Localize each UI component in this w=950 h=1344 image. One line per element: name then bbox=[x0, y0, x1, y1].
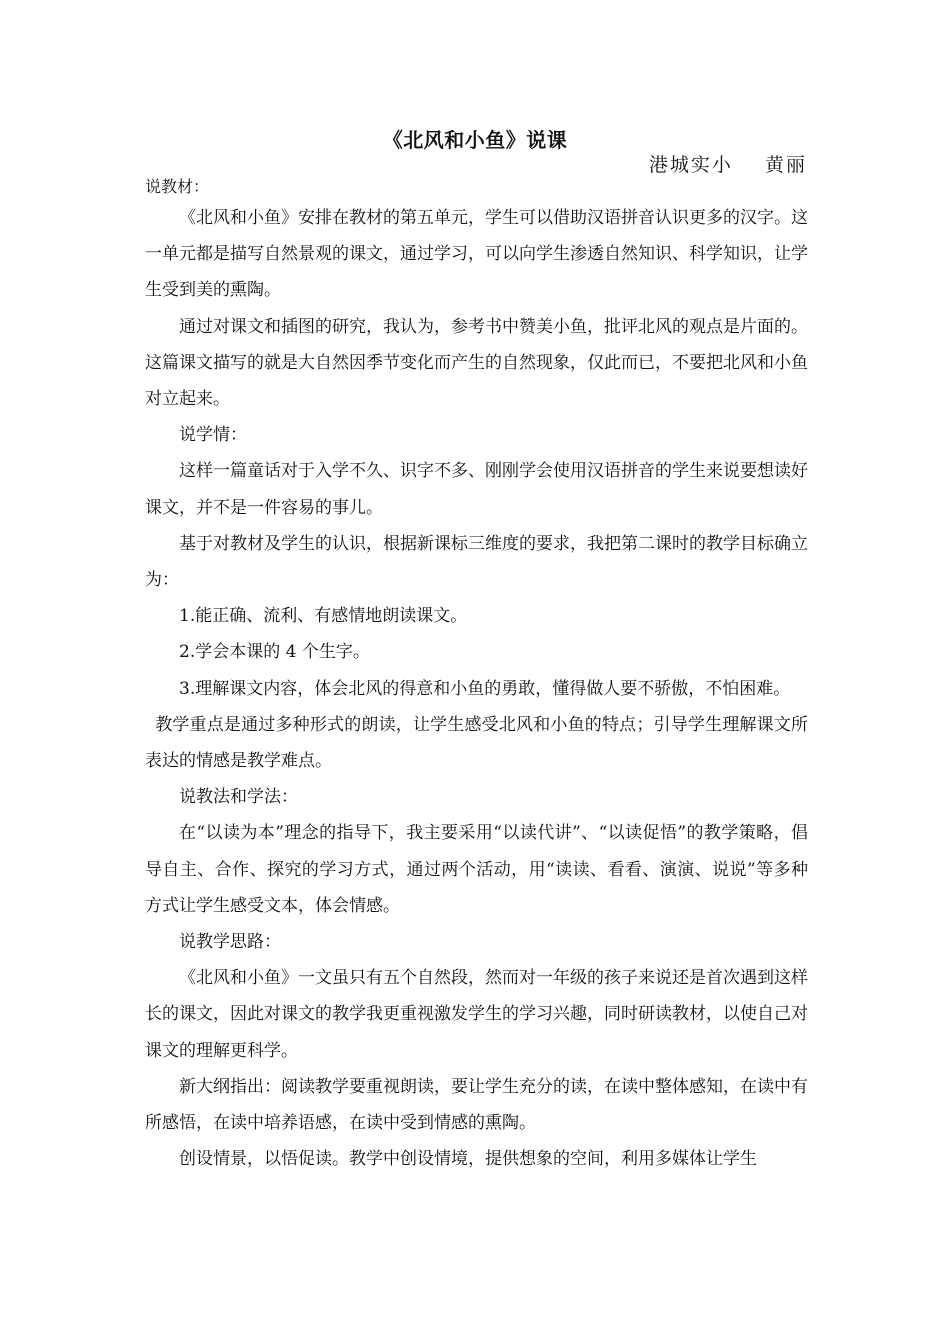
goal-item: 2.学会本课的 4 个生字。 bbox=[179, 642, 370, 663]
paragraph: 新大纲指出：阅读教学要重视朗读，要让学生充分的读，在读中整体感知，在读中有所感悟，在读中培养语感，在读中受到情感的熏陶。 bbox=[145, 1076, 808, 1134]
author-line: 港城实小 黄丽 bbox=[648, 154, 807, 176]
goal-item: 1.能正确、流利、有感情地朗读课文。 bbox=[179, 606, 468, 627]
paragraph: 《北风和小鱼》安排在教材的第五单元，学生可以借助汉语拼音认识更多的汉字。这一单元都是描写自然景观的课文，通过学习，可以向学生渗透自然知识、科学知识，让学生受到美的熏陶。 bbox=[145, 208, 808, 301]
paragraph: 在“以读为本”理念的指导下，我主要采用“以读代讲”、“以读促悟”的教学策略，倡导自主、合作、探究的学习方式，通过两个活动，用“读读、看看、演演、说说”等多种方式让学生感受文本，体会情感。 bbox=[145, 823, 808, 916]
paragraph: 《北风和小鱼》一文虽只有五个自然段，然而对一年级的孩子来说还是首次遇到这样长的课文，因此对课文的教学我更重视激发学生的学习兴趣，同时研读教材，以使自己对课文的理解更科学。 bbox=[145, 968, 808, 1061]
paragraph: 这样一篇童话对于入学不久、识字不多、刚刚学会使用汉语拼音的学生来说要想读好课文，并不是一件容易的事儿。 bbox=[145, 461, 808, 518]
paragraph: 基于对教材及学生的认识，根据新课标三维度的要求，我把第二课时的教学目标确立为： bbox=[145, 533, 808, 591]
paragraph: 创设情景，以悟促读。教学中创设情境，提供想象的空间，利用多媒体让学生 bbox=[179, 1149, 757, 1170]
section-heading-textbook: 说教材： bbox=[145, 177, 210, 196]
goal-item: 3.理解课文内容，体会北风的得意和小鱼的勇敢，懂得做人要不骄傲，不怕困难。 bbox=[179, 678, 791, 699]
document-title: 《北风和小鱼》说课 bbox=[382, 128, 568, 152]
section-heading-students: 说学情： bbox=[179, 425, 247, 446]
paragraph: 通过对课文和插图的研究，我认为，参考书中赞美小鱼，批评北风的观点是片面的。这篇课文描写的就是大自然因季节变化而产生的自然现象，仅此而已，不要把北风和小鱼对立起来。 bbox=[145, 316, 808, 410]
section-heading-methods: 说教法和学法： bbox=[179, 787, 298, 808]
paragraph: 教学重点是通过多种形式的朗读，让学生感受北风和小鱼的特点；引导学生理解课文所表达的情感是教学难点。 bbox=[145, 714, 808, 772]
section-heading-approach: 说教学思路： bbox=[179, 932, 281, 953]
document-body bbox=[145, 176, 808, 1177]
